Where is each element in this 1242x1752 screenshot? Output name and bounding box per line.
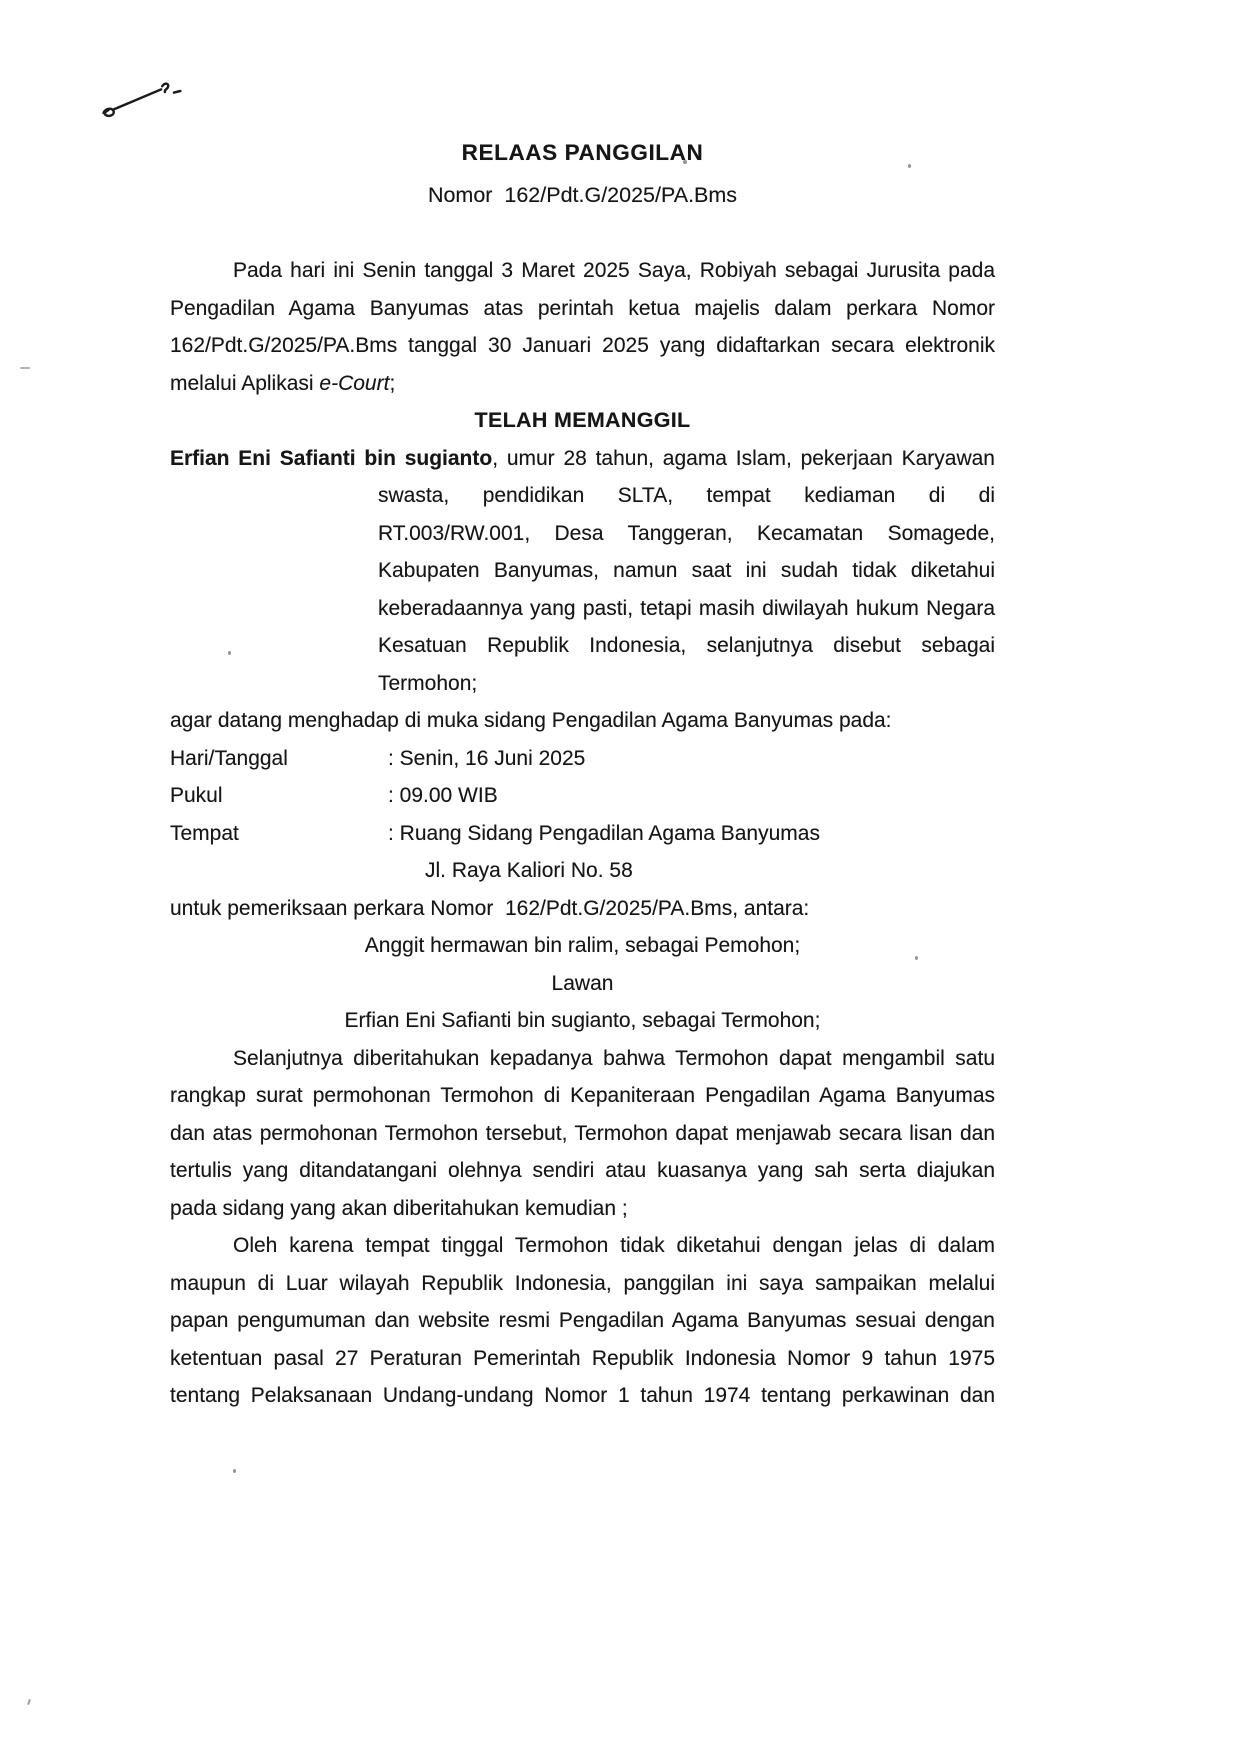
text-line: Pengadilan Agama Banyumas atas perintah ketua majelis dalam perkara Nomor [170, 296, 995, 320]
text-line: keberadaannya yang pasti, tetapi masih diwilayah hukum Negara [378, 596, 995, 620]
document-body [170, 0, 995, 1415]
text-line: papan pengumuman dan website resmi Pengadilan Agama Banyumas sesuai dengan [170, 1309, 995, 1332]
section-heading: TELAH MEMANGGIL [474, 408, 691, 432]
versus-label: Lawan [551, 971, 614, 995]
text-line [170, 440, 995, 478]
respondent-name: Erfian Eni Safianti bin sugianto [170, 446, 493, 470]
text-line: 162/Pdt.G/2025/PA.Bms tanggal 30 Januari 2025 yang didaftarkan secara elektronik [170, 334, 995, 357]
text-line: rangkap surat permohonan Termohon di Kepaniteraan Pengadilan Agama Banyumas [170, 1084, 995, 1107]
summon-intro: agar datang menghadap di muka sidang Pengadilan Agama Banyumas pada: [170, 709, 892, 732]
respondent-identity [170, 440, 995, 703]
text-line: swasta, pendidikan SLTA, tempat kediaman di di [378, 484, 995, 507]
text-line: Pada hari ini Senin tanggal 3 Maret 2025 Saya, Robiyah sebagai Jurusita pada [233, 259, 995, 282]
schedule-label: Tempat [170, 821, 239, 845]
schedule-label: Pukul [170, 784, 223, 807]
schedule-value: : 09.00 WIB [388, 784, 498, 807]
text-line: Kesatuan Republik Indonesia, selanjutnya disebut sebagai [378, 634, 995, 657]
scan-speck [233, 1469, 236, 1473]
scan-speck [20, 367, 30, 369]
text-line: Oleh karena tempat tinggal Termohon tidak diketahui dengan jelas di dalam [233, 1234, 995, 1257]
scan-speck [27, 1699, 31, 1705]
text-line: ketentuan pasal 27 Peraturan Pemerintah Republik Indonesia Nomor 9 tahun 1975 [170, 1346, 995, 1370]
notice-paragraph [170, 1040, 995, 1228]
schedule-row [170, 815, 995, 853]
text-line: pada sidang yang akan diberitahukan kemudian ; [170, 1196, 628, 1220]
petitioner-line: Anggit hermawan bin ralim, sebagai Pemohon; [364, 934, 801, 957]
document-title: RELAAS PANGGILAN [461, 140, 704, 165]
schedule-value: : Senin, 16 Juni 2025 [388, 746, 586, 770]
text-span: melalui Aplikasi [170, 371, 320, 395]
text-line: Termohon; [378, 671, 478, 695]
ecourt-italic: e-Court [319, 371, 390, 395]
hearing-schedule [170, 740, 995, 890]
schedule-row [170, 777, 995, 815]
text-span: ; [389, 371, 396, 395]
text-line: tentang Pelaksanaan Undang-undang Nomor 1 tahun 1974 tentang perkawinan dan [170, 1384, 995, 1407]
closing-paragraph [170, 1227, 995, 1415]
text-line: RT.003/RW.001, Desa Tanggeran, Kecamatan Somagede, [378, 521, 995, 545]
schedule-value: : Ruang Sidang Pengadilan Agama Banyumas [388, 821, 820, 845]
schedule-label: Hari/Tanggal [170, 746, 288, 770]
respondent-line: Erfian Eni Safianti bin sugianto, sebagai Termohon; [344, 1009, 821, 1032]
text-line: tertulis yang ditandatangani olehnya sendiri atau kuasanya yang sah serta diajukan [170, 1159, 995, 1182]
case-reference: untuk pemeriksaan perkara Nomor 162/Pdt.G/2025/PA.Bms, antara: [170, 896, 810, 920]
schedule-row [170, 740, 995, 778]
text-line: dan atas permohonan Termohon tersebut, Termohon dapat menjawab secara lisan dan [170, 1121, 995, 1145]
address-line2: Jl. Raya Kaliori No. 58 [425, 859, 633, 882]
text-line: Kabupaten Banyumas, namun saat ini sudah tidak diketahui [378, 559, 995, 582]
text-line: maupun di Luar wilayah Republik Indonesia, panggilan ini saya sampaikan melalui [170, 1271, 995, 1295]
text-line: Selanjutnya diberitahukan kepadanya bahwa Termohon dapat mengambil satu [233, 1046, 995, 1070]
text-span: , umur 28 tahun, agama Islam, pekerjaan Karyawan [492, 446, 995, 470]
case-number: Nomor 162/Pdt.G/2025/PA.Bms [427, 183, 738, 207]
text-line [170, 365, 995, 403]
opening-paragraph [170, 252, 995, 402]
